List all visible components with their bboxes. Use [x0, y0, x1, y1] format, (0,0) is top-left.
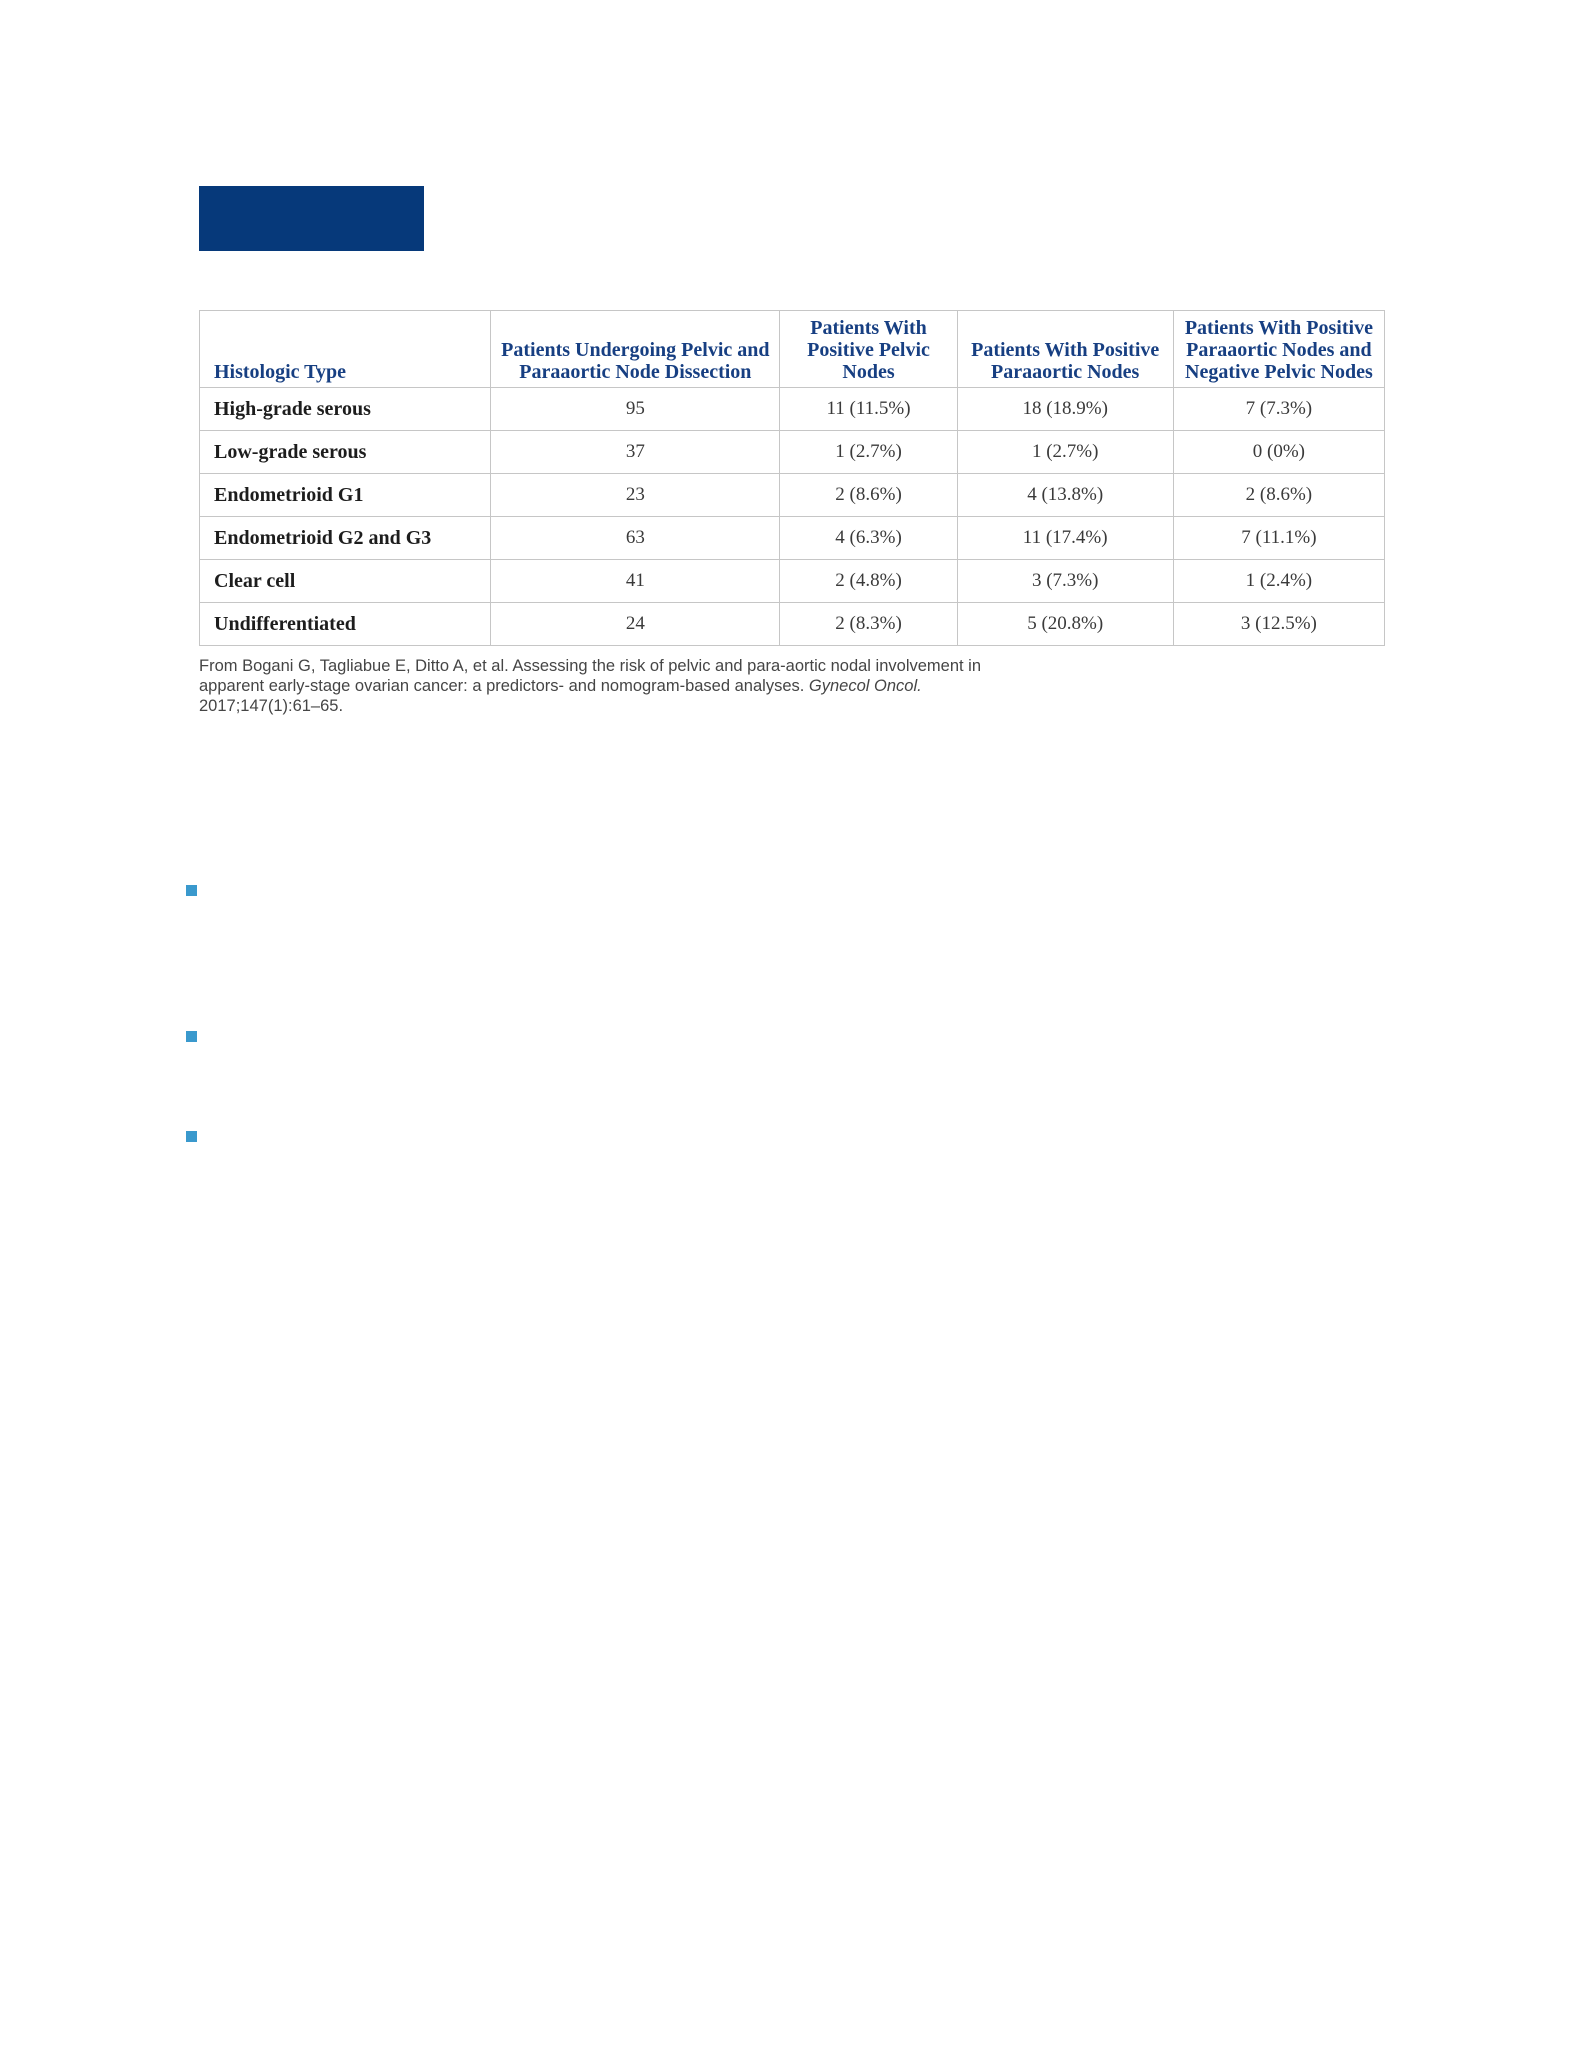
table-label-block: [199, 186, 424, 251]
positive-paraaortic-cell: 11 (17.4%): [957, 517, 1173, 560]
histologic-type-cell: Endometrioid G1: [200, 474, 491, 517]
column-header-histologic-type: Histologic Type: [200, 311, 491, 388]
positive-paraaortic-cell: 1 (2.7%): [957, 431, 1173, 474]
dissection-count-cell: 23: [491, 474, 780, 517]
paraaortic-negative-pelvic-cell: 0 (0%): [1173, 431, 1384, 474]
positive-pelvic-cell: 11 (11.5%): [780, 388, 957, 431]
dissection-count-cell: 37: [491, 431, 780, 474]
histologic-type-cell: Clear cell: [200, 560, 491, 603]
positive-paraaortic-cell: 5 (20.8%): [957, 603, 1173, 646]
bullet-square-icon: [186, 885, 197, 896]
table-row: [200, 560, 1385, 603]
citation-text: From Bogani G, Tagliabue E, Ditto A, et al. Assessing the risk of pelvic and para-aortic nodal involvement in apparent early-stage ovarian cancer: a predictors- and nomogram-based analyses.: [199, 657, 982, 695]
table-header-row: [200, 311, 1385, 388]
histologic-type-cell: Undifferentiated: [200, 603, 491, 646]
table-row: [200, 388, 1385, 431]
table-row: [200, 517, 1385, 560]
positive-paraaortic-cell: 4 (13.8%): [957, 474, 1173, 517]
paraaortic-negative-pelvic-cell: 7 (7.3%): [1173, 388, 1384, 431]
positive-pelvic-cell: 2 (4.8%): [780, 560, 957, 603]
dissection-count-cell: 24: [491, 603, 780, 646]
paraaortic-negative-pelvic-cell: 3 (12.5%): [1173, 603, 1384, 646]
positive-paraaortic-cell: 3 (7.3%): [957, 560, 1173, 603]
dissection-count-cell: 63: [491, 517, 780, 560]
column-header-patients-dissection: Patients Undergoing Pelvic and Paraaortic Node Dissection: [491, 311, 780, 388]
histologic-type-cell: High-grade serous: [200, 388, 491, 431]
positive-pelvic-cell: 4 (6.3%): [780, 517, 957, 560]
table-row: [200, 431, 1385, 474]
citation-journal: Gynecol Oncol.: [808, 677, 922, 695]
table-row: [200, 603, 1385, 646]
paraaortic-negative-pelvic-cell: 7 (11.1%): [1173, 517, 1384, 560]
dissection-count-cell: 95: [491, 388, 780, 431]
table-source-citation: [199, 656, 1019, 716]
positive-pelvic-cell: 1 (2.7%): [780, 431, 957, 474]
column-header-paraaortic-negative-pelvic: Patients With Positive Paraaortic Nodes and Negative Pelvic Nodes: [1173, 311, 1384, 388]
positive-paraaortic-cell: 18 (18.9%): [957, 388, 1173, 431]
histologic-type-cell: Endometrioid G2 and G3: [200, 517, 491, 560]
positive-pelvic-cell: 2 (8.3%): [780, 603, 957, 646]
bullet-square-icon: [186, 1131, 197, 1142]
column-header-positive-pelvic: Patients With Positive Pelvic Nodes: [780, 311, 957, 388]
histology-table: [199, 310, 1385, 646]
paraaortic-negative-pelvic-cell: 1 (2.4%): [1173, 560, 1384, 603]
paraaortic-negative-pelvic-cell: 2 (8.6%): [1173, 474, 1384, 517]
citation-volume: 2017;147(1):61–65.: [199, 697, 344, 715]
bullet-square-icon: [186, 1031, 197, 1042]
table-row: [200, 474, 1385, 517]
positive-pelvic-cell: 2 (8.6%): [780, 474, 957, 517]
histologic-type-cell: Low-grade serous: [200, 431, 491, 474]
dissection-count-cell: 41: [491, 560, 780, 603]
column-header-positive-paraaortic: Patients With Positive Paraaortic Nodes: [957, 311, 1173, 388]
